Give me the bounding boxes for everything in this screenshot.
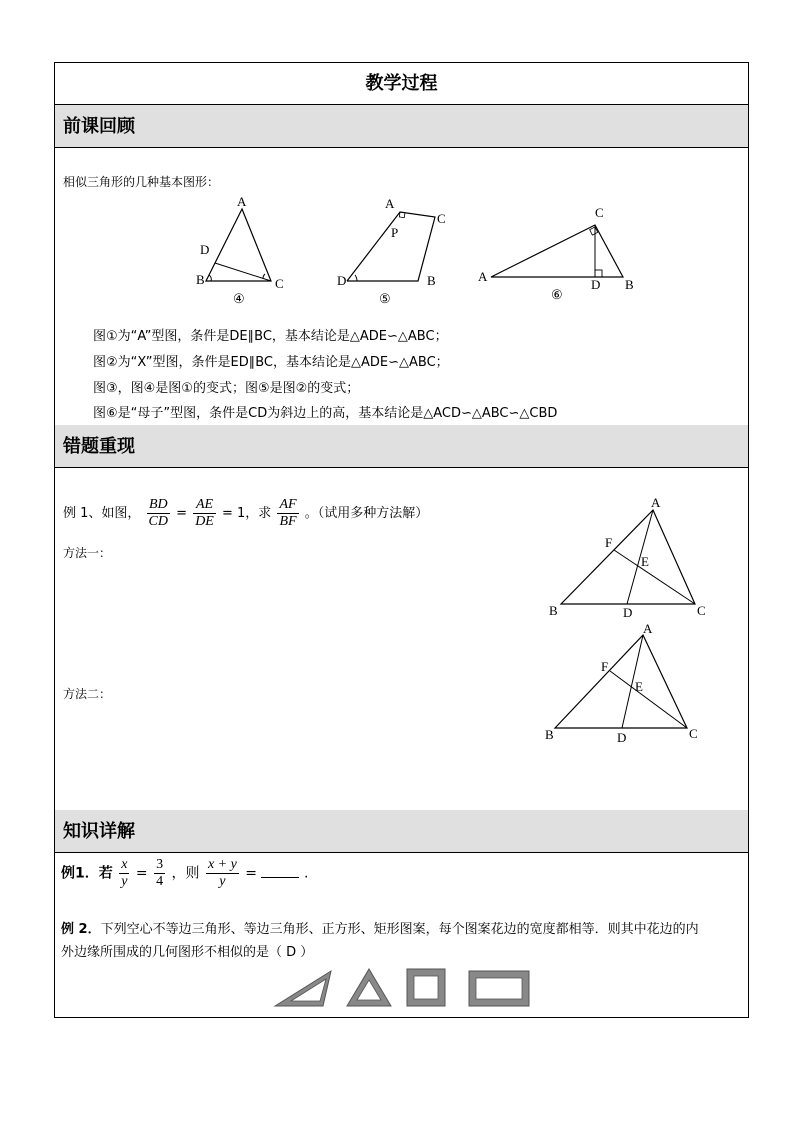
knowledge-example2-line1: 例 2．下列空心不等边三角形、等边三角形、正方形、矩形图案，每个图案花边的宽度都相等．则其中花边的内 — [61, 922, 699, 937]
review-line-3: 图③，图④是图①的变式；图⑤是图②的变式； — [93, 381, 360, 396]
review-line-1: 图①为“A”型图，条件是DE∥BC，基本结论是△ADE∽△ABC； — [93, 329, 448, 344]
method-one-label: 方法一： — [63, 546, 112, 560]
fig6-label-a: A — [478, 269, 488, 284]
ex1-top-label-a: A — [651, 495, 661, 510]
fig4-label-d: D — [200, 242, 210, 257]
fig5-label-p: P — [391, 225, 399, 240]
knowledge-example2-line2: 外边缘所围成的几何图形不相似的是（ D ） — [61, 945, 314, 960]
fig6-label-c: C — [595, 205, 604, 220]
fig5-number: ⑤ — [379, 291, 391, 306]
ex1-top-label-c: C — [697, 603, 706, 618]
fig5-label-a: A — [385, 196, 395, 211]
figure-6 — [475, 203, 645, 303]
fraction-3-4: $\frac{3}{4}$ — [156, 857, 164, 889]
ex1-bot-label-b: B — [545, 727, 554, 742]
review-intro: 相似三角形的几种基本图形： — [63, 175, 220, 189]
fig6-label-d: D — [591, 277, 601, 292]
lesson-table — [54, 62, 749, 1018]
ex1-top-label-b: B — [549, 603, 558, 618]
fraction-bd-cd: $\frac{BD}{CD}$ — [148, 497, 168, 529]
method-two-label: 方法二： — [63, 687, 112, 701]
fig4-label-a: A — [237, 194, 247, 209]
hollow-shapes-figure — [271, 963, 535, 1011]
ex1-bot-label-d: D — [617, 730, 627, 745]
section-header-mistakes: 错题重现 — [55, 425, 748, 468]
section-header-review: 前课回顾 — [55, 105, 748, 148]
ex1-bot-label-c: C — [689, 726, 698, 741]
example1-figure-top — [543, 495, 713, 621]
fraction-af-bf: $\frac{AF}{BF}$ — [279, 497, 297, 529]
ex1-bot-label-e: E — [635, 679, 643, 694]
figure-4 — [195, 193, 295, 308]
section-header-knowledge: 知识详解 — [55, 810, 748, 853]
fig6-number: ⑥ — [551, 287, 563, 302]
example1-figure-bottom — [541, 621, 711, 747]
example1-statement: 例 1、如图， $\frac{BD}{CD}$ = $\frac{AE}{DE}$ = 1，求 $\frac{AF}{BF}$ 。（试用多种方法解） — [63, 497, 429, 529]
ex1-bot-label-a: A — [643, 621, 653, 636]
ex1-top-label-d: D — [623, 605, 633, 620]
fraction-x-y: $\frac{x}{y}$ — [121, 857, 128, 889]
figure-5 — [331, 193, 461, 308]
fig5-label-b: B — [427, 273, 436, 288]
fraction-ae-de: $\frac{AE}{DE}$ — [195, 497, 214, 529]
ex1-top-label-f: F — [605, 535, 613, 550]
answer-blank — [261, 865, 299, 878]
ex1-bot-label-f: F — [601, 659, 609, 674]
review-line-2: 图②为“X”型图，条件是ED∥BC，基本结论是△ADE∽△ABC； — [93, 355, 449, 370]
fig4-number: ④ — [233, 291, 245, 306]
fig5-label-c: C — [437, 211, 446, 226]
fraction-xy-y: $\frac{x + y}{y}$ — [207, 857, 237, 889]
knowledge-example1: 例1．若 $\frac{x}{y}$ = $\frac{3}{4}$ ，则 $\frac{x + y}{y}$ = . — [61, 857, 309, 889]
page-title: 教学过程 — [55, 63, 748, 105]
review-line-4: 图⑥是“母子”型图，条件是CD为斜边上的高，基本结论是△ACD∽△ABC∽△CBD — [93, 406, 558, 421]
fig4-label-b: B — [196, 272, 205, 287]
fig4-label-c: C — [275, 276, 284, 291]
fig6-label-b: B — [625, 277, 634, 292]
ex1-top-label-e: E — [641, 554, 649, 569]
fig5-label-d: D — [337, 273, 347, 288]
